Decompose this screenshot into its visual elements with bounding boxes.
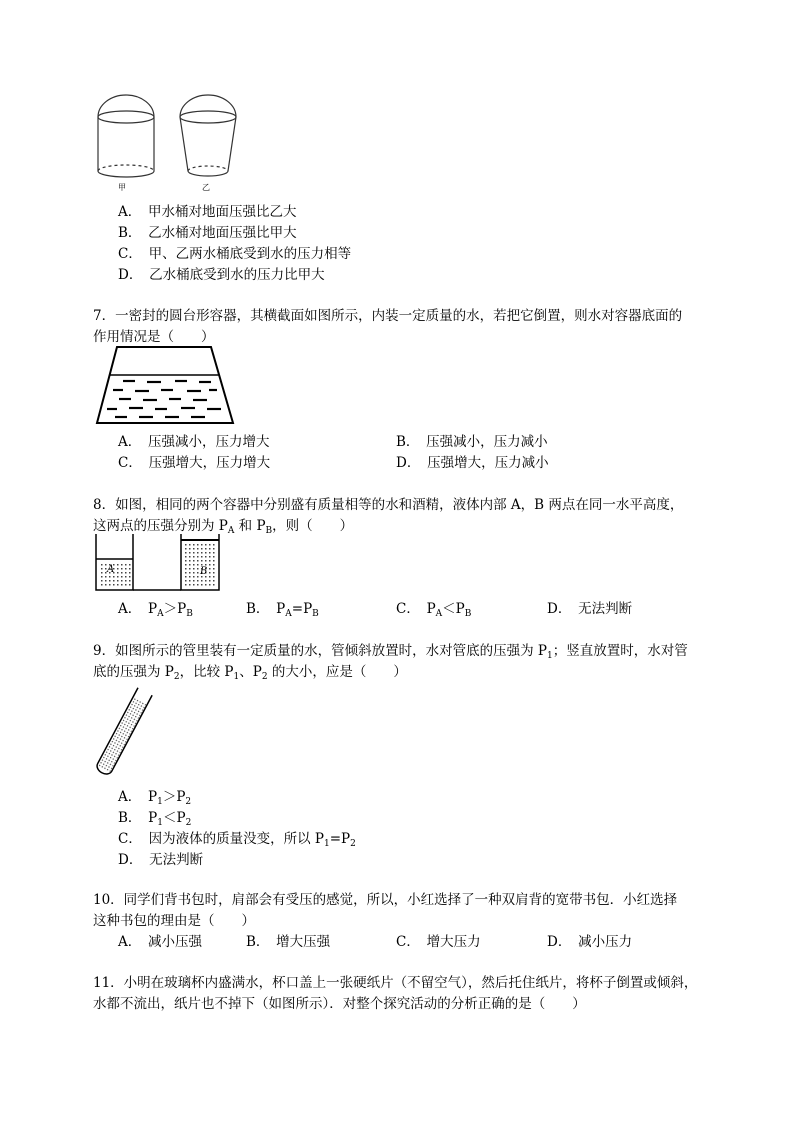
q7-stem-line1: 7．一密封的圆台形容器，其横截面如图所示，内装一定质量的水，若把它倒置，则水对容器底面的 — [93, 308, 683, 324]
tilted-tube-figure — [93, 688, 153, 778]
q7-option-b: B． 压强减小，压力减小 — [396, 434, 548, 450]
two-containers-figure — [93, 532, 253, 592]
q10-option-c: C． 增大压力 — [396, 934, 481, 950]
q6-option-c: C． 甲、乙两水桶底受到水的压力相等 — [118, 246, 352, 262]
point-b-label: B — [200, 566, 208, 577]
q9-option-b: B． $P_1<P_2$ — [118, 810, 192, 828]
q6-option-b: B． 乙水桶对地面压强比甲大 — [118, 225, 297, 241]
buckets-figure — [92, 95, 252, 190]
q10-option-d: D． 减小压力 — [547, 934, 633, 950]
q11-stem-line2: 水都不流出，纸片也不掉下（如图所示）．对整个探究活动的分析正确的是（ ） — [93, 996, 586, 1012]
q7-stem-line2: 作用情况是（ ） — [93, 329, 215, 345]
q8-option-a: A． $P_A>P_B$ — [118, 601, 193, 619]
q10-option-a: A． 减小压强 — [118, 934, 202, 950]
q8-option-b: B． $P_A=P_B$ — [246, 601, 319, 619]
frustum-container-figure — [95, 345, 235, 425]
q10-stem-line2: 这种书包的理由是（ ） — [93, 913, 255, 929]
q9-option-d: D． 无法判断 — [118, 852, 204, 868]
q8-option-c: C． $P_A<P_B$ — [396, 601, 472, 619]
q8-option-d: D． 无法判断 — [547, 601, 633, 617]
q8-stem-line2: 这两点的压强分别为 $P_A$ 和 $P_B$，则（ ） — [93, 518, 354, 536]
q6-option-d: D． 乙水桶底受到水的压力比甲大 — [118, 267, 325, 283]
q7-option-a: A． 压强减小，压力增大 — [118, 434, 270, 450]
q7-option-c: C． 压强增大，压力增大 — [118, 455, 271, 471]
bucket-label-yi: 乙 — [202, 183, 210, 192]
q10-stem-line1: 10．同学们背书包时，肩部会有受压的感觉，所以，小红选择了一种双肩背的宽带书包．小红选择 — [93, 892, 678, 908]
q9-stem-line1: 9．如图所示的管里装有一定质量的水，管倾斜放置时，水对管底的压强为 $P_1$；竖直放置时，水对管 — [93, 643, 688, 661]
bucket-label-jia: 甲 — [118, 183, 126, 192]
q9-option-a: A． $P_1>P_2$ — [118, 789, 192, 807]
q7-option-d: D． 压强增大，压力减小 — [396, 455, 549, 471]
q8-stem-line1: 8．如图，相同的两个容器中分别盛有质量相等的水和酒精，液体内部 A，B 两点在同一水平高度， — [93, 497, 684, 513]
q9-option-c: C． 因为液体的质量没变，所以 $P_1=P_2$ — [118, 831, 356, 849]
q10-option-b: B． 增大压强 — [246, 934, 331, 950]
q6-option-a: A． 甲水桶对地面压强比乙大 — [118, 204, 297, 220]
q11-stem-line1: 11．小明在玻璃杯内盛满水，杯口盖上一张硬纸片（不留空气），然后托住纸片，将杯子倒置或倾斜， — [93, 975, 698, 991]
q9-stem-line2: 底的压强为 $P_2$，比较 $P_1$、$P_2$ 的大小，应是（ ） — [93, 664, 407, 682]
point-a-label: A — [107, 564, 115, 575]
